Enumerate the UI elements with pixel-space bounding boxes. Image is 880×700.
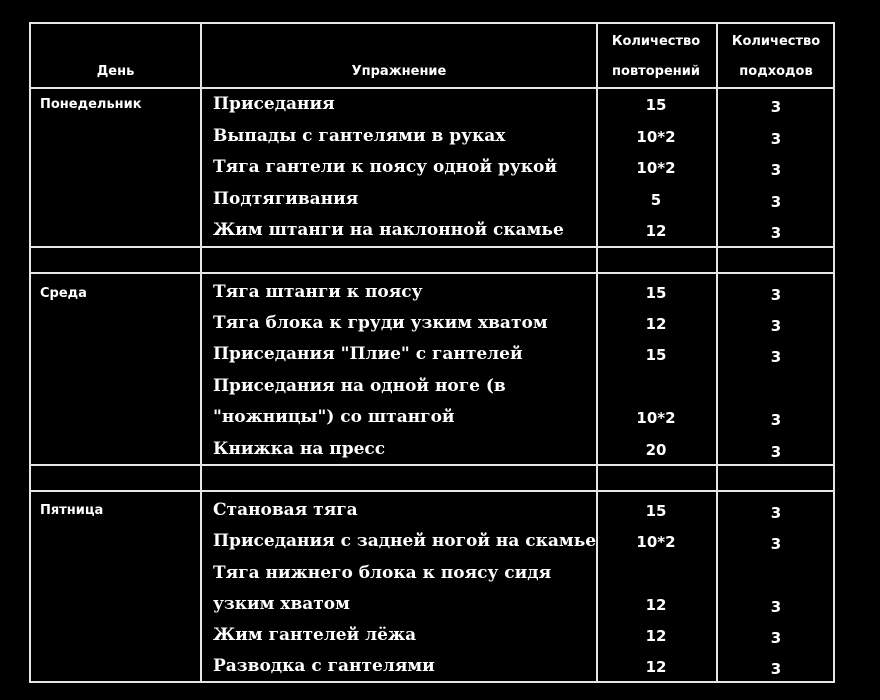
- reps-cell: 15: [645, 96, 667, 114]
- exercise-cell: Выпады с гантелями в руках: [213, 126, 506, 146]
- reps-cell: 10*2: [636, 128, 676, 146]
- exercise-cell: Тяга нижнего блока к поясу сидя: [213, 563, 552, 583]
- reps-cell: 20: [645, 441, 667, 459]
- exercise-cell: Тяга штанги к поясу: [213, 282, 423, 302]
- sets-cell: 3: [770, 629, 782, 647]
- reps-cell: 15: [645, 346, 667, 364]
- row-divider: [29, 464, 835, 466]
- exercise-cell: Книжка на пресс: [213, 439, 386, 459]
- column-divider: [200, 22, 202, 683]
- sets-cell: 3: [770, 660, 782, 678]
- header-reps-line2: повторений: [612, 64, 700, 79]
- sets-cell: 3: [770, 98, 782, 116]
- sets-cell: 3: [770, 317, 782, 335]
- sets-cell: 3: [770, 443, 782, 461]
- row-divider: [29, 272, 835, 274]
- sets-cell: 3: [770, 535, 782, 553]
- reps-cell: 5: [650, 191, 662, 209]
- header-day: День: [96, 64, 135, 79]
- header-sets-line2: подходов: [739, 64, 813, 79]
- exercise-cell: узким хватом: [213, 594, 350, 614]
- header-exercise: Упражнение: [351, 64, 447, 79]
- sets-cell: 3: [770, 161, 782, 179]
- reps-cell: 10*2: [636, 409, 676, 427]
- day-label: Понедельник: [40, 97, 142, 112]
- exercise-cell: Приседания "Плие" с гантелей: [213, 344, 523, 364]
- reps-cell: 12: [645, 315, 667, 333]
- exercise-cell: Приседания: [213, 94, 335, 114]
- exercise-cell: Тяга блока к груди узким хватом: [213, 313, 548, 333]
- sets-cell: 3: [770, 130, 782, 148]
- sets-cell: 3: [770, 504, 782, 522]
- reps-cell: 12: [645, 627, 667, 645]
- exercise-cell: "ножницы") со штангой: [213, 407, 455, 427]
- sets-cell: 3: [770, 348, 782, 366]
- exercise-cell: Разводка с гантелями: [213, 656, 435, 676]
- sets-cell: 3: [770, 193, 782, 211]
- header-sets-line1: Количество: [731, 34, 821, 49]
- row-divider: [29, 490, 835, 492]
- header-divider: [29, 87, 835, 89]
- day-label: Пятница: [40, 503, 104, 518]
- reps-cell: 10*2: [636, 533, 676, 551]
- sets-cell: 3: [770, 286, 782, 304]
- exercise-cell: Становая тяга: [213, 500, 358, 520]
- exercise-cell: Приседания на одной ноге (в: [213, 376, 506, 396]
- reps-cell: 12: [645, 222, 667, 240]
- reps-cell: 12: [645, 658, 667, 676]
- header-reps-line1: Количество: [611, 34, 701, 49]
- exercise-cell: Тяга гантели к поясу одной рукой: [213, 157, 557, 177]
- sets-cell: 3: [770, 411, 782, 429]
- exercise-cell: Приседания с задней ногой на скамье: [213, 531, 597, 551]
- exercise-cell: Жим гантелей лёжа: [213, 625, 417, 645]
- reps-cell: 10*2: [636, 159, 676, 177]
- exercise-cell: Подтягивания: [213, 189, 359, 209]
- reps-cell: 15: [645, 284, 667, 302]
- sets-cell: 3: [770, 598, 782, 616]
- reps-cell: 15: [645, 502, 667, 520]
- sets-cell: 3: [770, 224, 782, 242]
- day-label: Среда: [40, 286, 87, 301]
- row-divider: [29, 246, 835, 248]
- exercise-cell: Жим штанги на наклонной скамье: [213, 220, 564, 240]
- reps-cell: 12: [645, 596, 667, 614]
